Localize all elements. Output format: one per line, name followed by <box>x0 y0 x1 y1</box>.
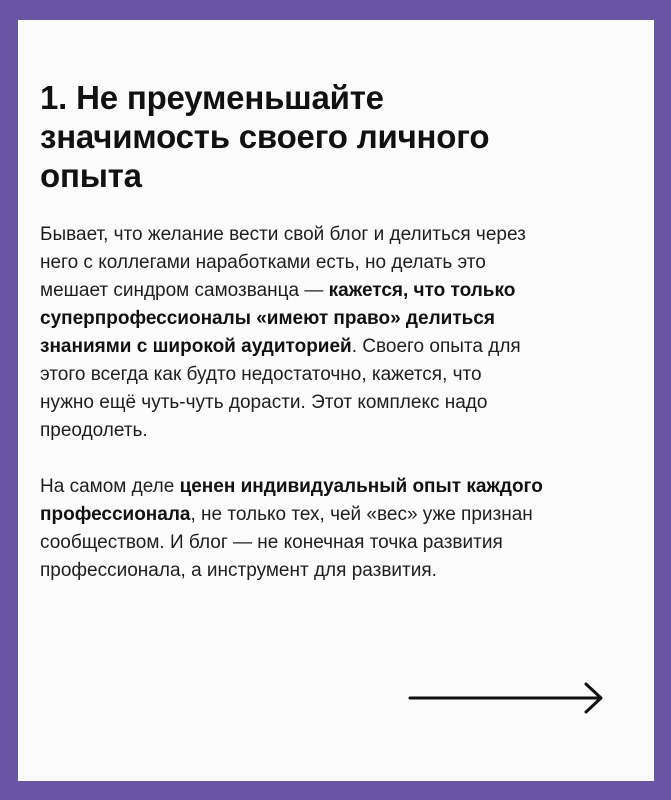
text-fragment: мешает синдром самозванца — <box>40 280 329 301</box>
title-line: опыта <box>40 157 142 194</box>
text-line: профессионала, а инструмент для развития. <box>40 560 437 581</box>
paragraph-intro <box>40 221 632 445</box>
bold-highlight: знаниями с широкой аудиторией <box>40 336 352 357</box>
text-line: этого всегда как будто недостаточно, кажется, что <box>40 364 482 385</box>
text-line <box>40 473 632 501</box>
text-line: преодолеть. <box>40 420 148 441</box>
text-fragment: . Своего опыта для <box>351 336 521 357</box>
text-line <box>40 277 632 305</box>
text-line <box>40 333 632 361</box>
bold-highlight: суперпрофессионалы «имеют право» делиться <box>40 308 495 329</box>
text-line: сообществом. И блог — не конечная точка развития <box>40 532 503 553</box>
text-line: него с коллегами наработками есть, но делать это <box>40 252 486 273</box>
text-fragment: , не только тех, чей «вес» уже признан <box>190 504 533 525</box>
arrow-right-icon[interactable] <box>408 680 608 716</box>
bold-highlight: ценен индивидуальный опыт каждого <box>179 476 543 497</box>
bold-highlight: профессионала <box>40 504 191 525</box>
slide-card <box>18 20 654 781</box>
text-line: нужно ещё чуть-чуть дорасти. Этот комплекс надо <box>40 392 488 413</box>
text-line <box>40 305 632 333</box>
bold-highlight: кажется, что только <box>328 280 516 301</box>
text-line <box>40 501 632 529</box>
text-fragment: На самом деле <box>40 476 180 497</box>
paragraph-conclusion <box>40 473 632 585</box>
title-line: 1. Не преуменьшайте <box>40 79 384 116</box>
slide-title <box>40 78 632 195</box>
text-line: Бывает, что желание вести свой блог и делиться через <box>40 224 526 245</box>
title-line: значимость своего личного <box>40 118 490 155</box>
